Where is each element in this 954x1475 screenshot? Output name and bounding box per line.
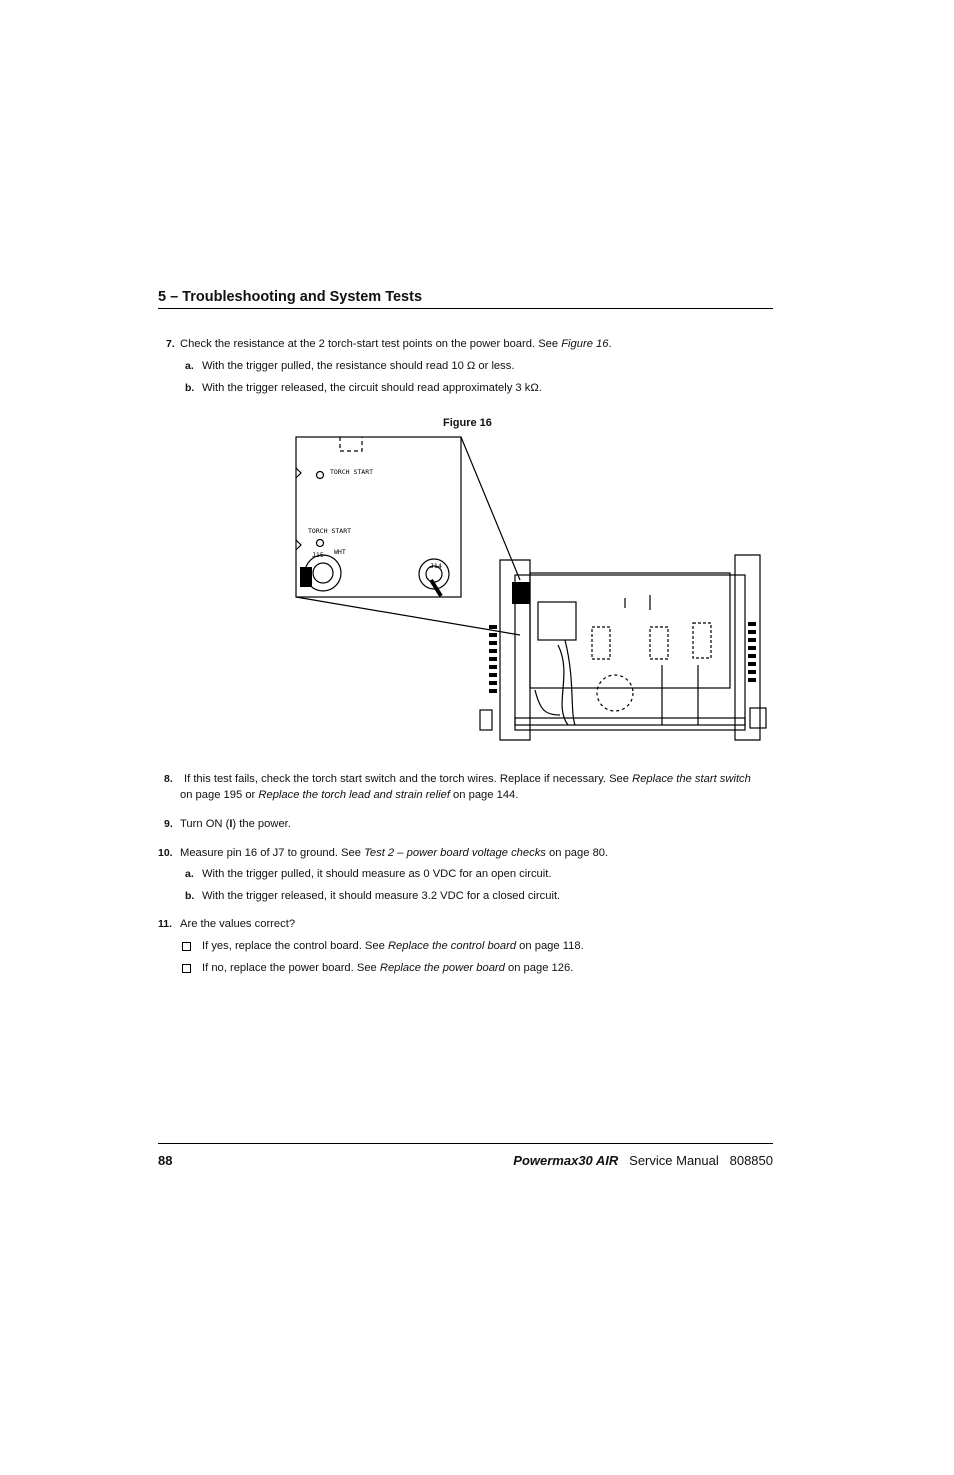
step-number: 8. — [164, 773, 173, 785]
substep-letter: a. — [185, 868, 194, 880]
page-number: 88 — [158, 1153, 173, 1168]
option-text: If yes, replace the control board. See — [202, 940, 388, 952]
cross-reference[interactable]: Replace the control board — [387, 940, 517, 952]
substep-letter: a. — [185, 360, 194, 372]
step-text: on page 195 or — [180, 789, 259, 801]
header-rule — [158, 308, 773, 309]
footer-rule — [158, 1143, 773, 1144]
substep-text: With the trigger pulled, the resistance should read 10 Ω or less. — [202, 360, 515, 372]
label-j15: J15 — [312, 551, 324, 559]
step-text: Turn ON ( — [180, 818, 230, 830]
step-text-end: ) the power. — [232, 818, 291, 830]
step-text-end: . — [608, 338, 612, 350]
label-j14: J14 — [430, 562, 442, 570]
power-symbol: I — [229, 818, 233, 830]
step-number: 11. — [158, 918, 173, 930]
part-number: 808850 — [729, 1153, 773, 1168]
checkbox-icon — [182, 964, 191, 973]
cross-reference[interactable]: Replace the start switch — [632, 773, 751, 785]
step-text: Are the values correct? — [180, 918, 296, 930]
step-text: Check the resistance at the 2 torch-start test points on the power board. See — [180, 338, 562, 350]
figure-caption: Figure 16 — [443, 417, 492, 429]
checkbox-icon — [182, 942, 191, 951]
step-text-end: on page 80. — [545, 847, 609, 859]
option-text: If no, replace the power board. See — [202, 962, 380, 974]
cross-reference[interactable]: Replace the power board — [379, 962, 505, 974]
label-torch-start-2: TORCH START — [308, 527, 352, 535]
cross-reference[interactable]: Replace the torch lead and strain relief — [258, 789, 450, 801]
substep-letter: b. — [185, 890, 195, 902]
section-header: 5 – Troubleshooting and System Tests — [158, 289, 423, 305]
product-name: Powermax30 AIR — [513, 1153, 619, 1168]
substep-text: With the trigger pulled, it should measure as 0 VDC for an open circuit. — [202, 868, 552, 880]
step-number: 10. — [158, 847, 173, 859]
label-wht: WHT — [334, 548, 346, 556]
step-number: 9. — [164, 818, 173, 830]
step-text: Measure pin 16 of J7 to ground. See — [180, 847, 365, 859]
inset-frame — [296, 437, 461, 597]
step-text: If this test fails, check the torch start switch and the torch wires. Replace if necessary. See — [184, 773, 633, 785]
substep-text: With the trigger released, the circuit should read approximately 3 kΩ. — [202, 382, 542, 394]
cross-reference[interactable]: Test 2 – power board voltage checks — [364, 847, 546, 859]
figure-16-diagram — [290, 430, 790, 750]
substep-text: With the trigger released, it should measure 3.2 VDC for a closed circuit. — [202, 890, 561, 902]
step-text-end: on page 144. — [449, 789, 519, 801]
step-8-cont — [180, 787, 780, 803]
label-torch-start-1: TORCH START — [330, 468, 374, 476]
step-number: 7. — [166, 338, 175, 350]
doc-title: Service Manual — [629, 1153, 719, 1168]
substep-letter: b. — [185, 382, 195, 394]
figure-reference: Figure 16 — [561, 338, 609, 350]
footer-right — [513, 1153, 773, 1168]
option-text-end: on page 118. — [516, 940, 584, 952]
option-text-end: on page 126. — [504, 962, 574, 974]
